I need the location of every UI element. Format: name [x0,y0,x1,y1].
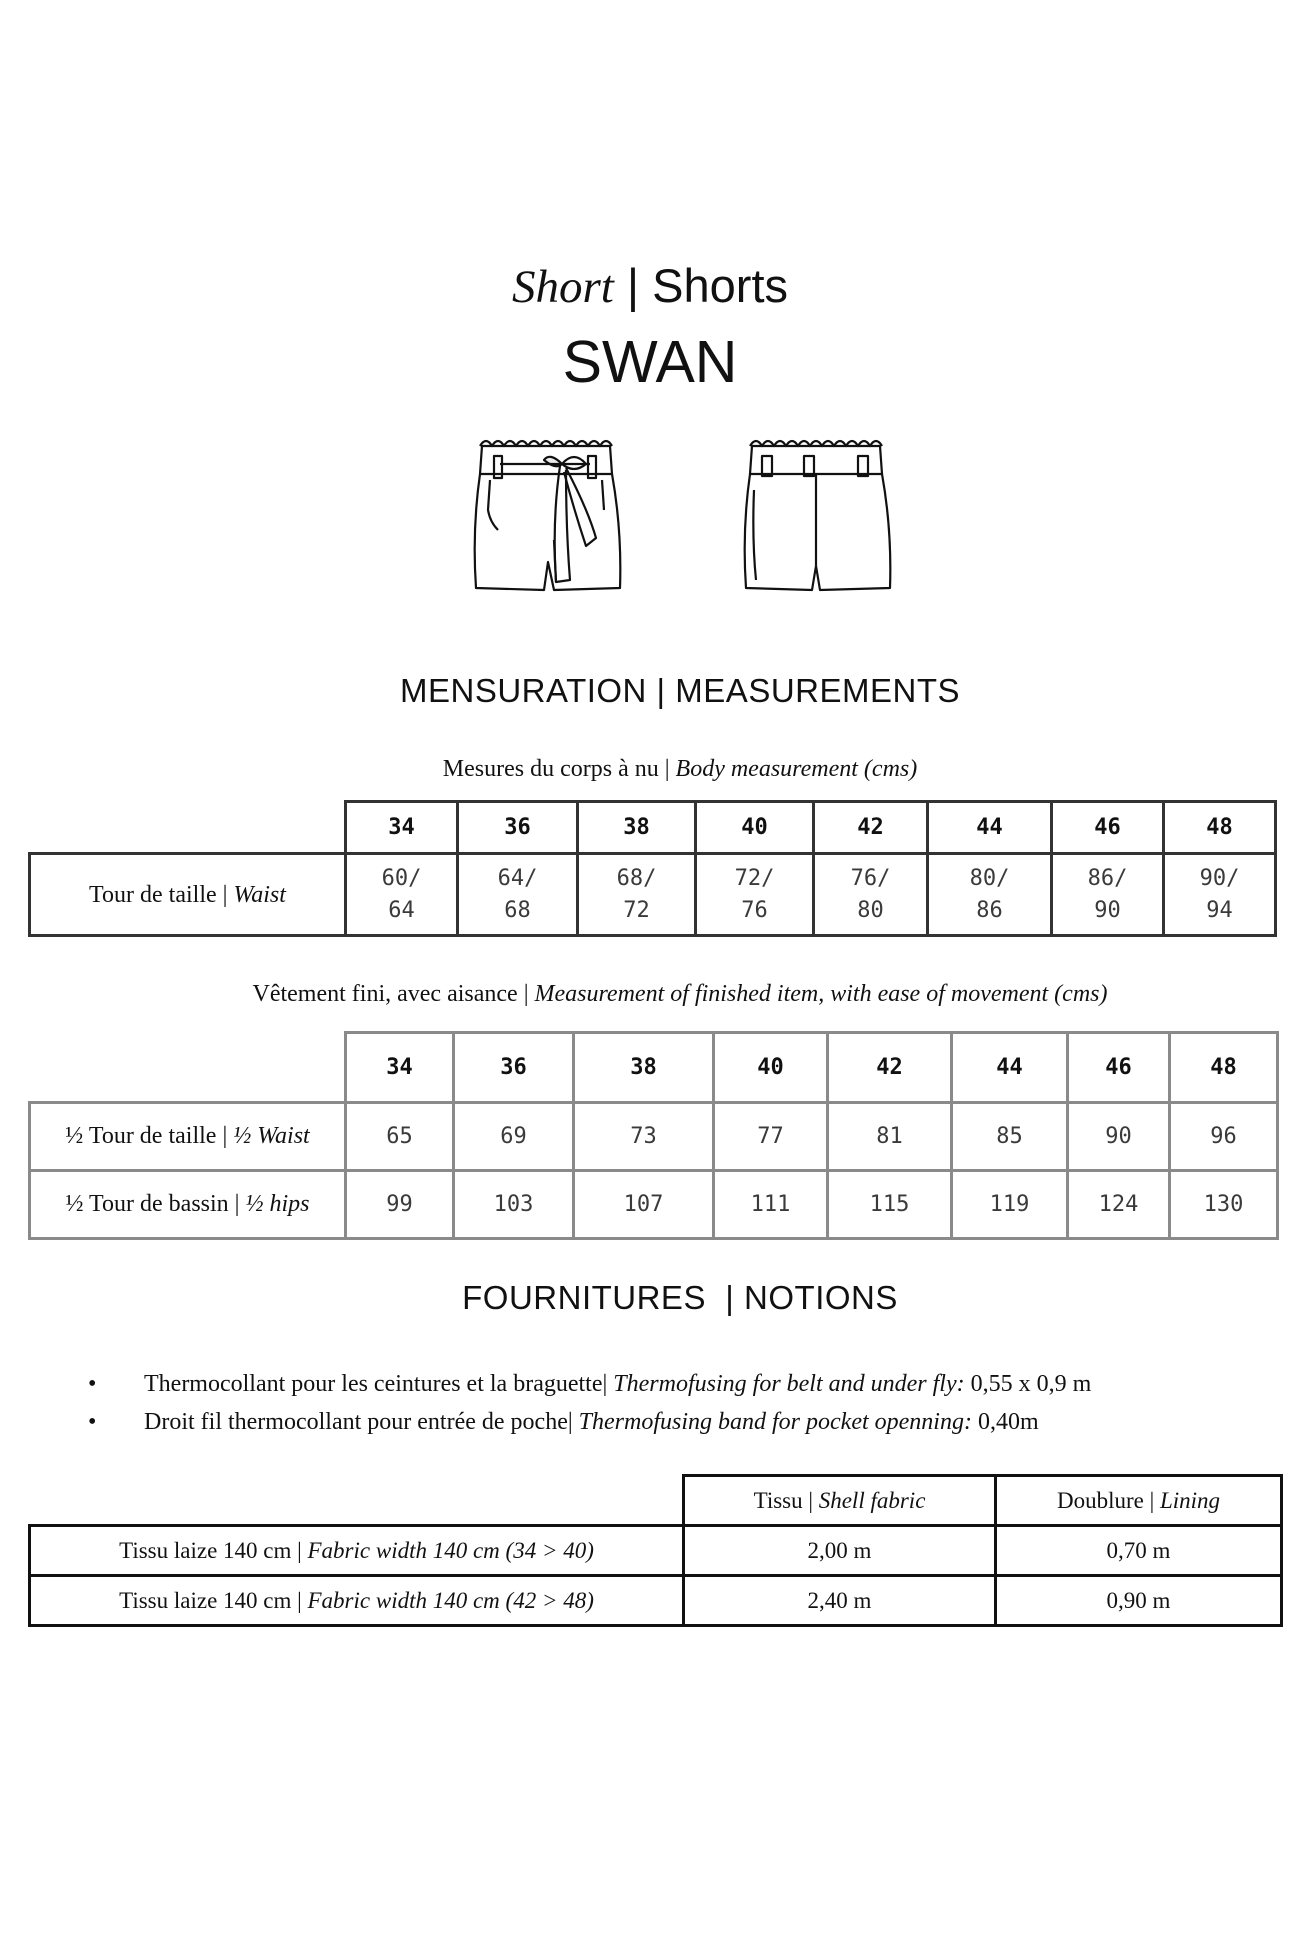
value-line: 90/ [1199,865,1240,891]
table-row [30,854,1276,936]
value-line: 90 [1094,897,1121,923]
size-header-row [30,802,1276,854]
value-cell: 111 [714,1171,828,1239]
notion-quantity: 0,40m [971,1409,1039,1435]
shorts-front-drawing [475,441,621,590]
row-label-fr: Tour de taille | [89,881,234,908]
header-en: Lining [1159,1487,1221,1513]
bullet: • [88,1409,97,1435]
value-cell: 90 [1068,1103,1170,1171]
title-separator: | [613,259,653,312]
value-line: 76/ [850,865,891,891]
header-fr: Tissu | [753,1487,819,1513]
size-cell: 44 [928,802,1052,854]
fabric-requirements-table [28,1474,1283,1627]
title-fr: Short [511,261,614,313]
corner-cell [30,802,346,854]
value-line: 86/ [1087,865,1128,891]
value-cell [814,854,928,936]
finished-measurement-table [28,1031,1279,1240]
size-cell: 40 [714,1033,828,1103]
row-label-en: Fabric width 140 cm (42 > 48) [307,1587,594,1613]
value-line: 68/ [616,865,657,891]
lining-value: 0,90 m [996,1576,1282,1626]
table-row [30,1103,1278,1171]
value-line: 72 [623,897,650,923]
notions-heading [0,1279,1300,1317]
value-line: 94 [1206,897,1233,923]
caption-fr: Mesures du corps à nu | [442,756,676,782]
shorts-technical-drawings [470,430,910,598]
value-cell: 99 [346,1171,454,1239]
row-label-en: Waist [233,881,286,908]
row-label [30,1576,684,1626]
size-cell: 46 [1068,1033,1170,1103]
corner-cell [30,1476,684,1526]
value-cell [1052,854,1164,936]
table-row [30,1576,1282,1626]
value-cell [458,854,578,936]
value-line: 80 [857,897,884,923]
row-label [30,1526,684,1576]
size-cell: 46 [1052,802,1164,854]
notion-quantity: 0,55 x 0,9 m [964,1371,1092,1397]
model-name: SWAN [562,329,738,395]
row-label [30,1171,346,1239]
row-label [30,1103,346,1171]
value-cell: 124 [1068,1171,1170,1239]
fabric-header-row [30,1476,1282,1526]
value-cell: 96 [1170,1103,1278,1171]
title-en: Shorts [652,259,789,312]
row-label-fr: ½ Tour de bassin | [65,1191,246,1217]
row-label-en: Fabric width 140 cm (34 > 40) [307,1537,594,1563]
value-cell: 85 [952,1103,1068,1171]
size-cell: 48 [1164,802,1276,854]
notion-en: Thermofusing band for pocket openning: [578,1409,972,1435]
lining-value: 0,70 m [996,1526,1282,1576]
value-cell [1164,854,1276,936]
header-en: Shell fabric [818,1487,926,1513]
value-cell [578,854,696,936]
body-measurement-table [28,800,1277,937]
shell-value: 2,00 m [684,1526,996,1576]
value-line: 60/ [381,865,422,891]
shell-value: 2,40 m [684,1576,996,1626]
notions-heading-text: FOURNITURES | NOTIONS [462,1279,898,1316]
notions-list [88,1365,1091,1441]
value-line: 64 [388,897,415,923]
measurements-heading: MENSURATION | MEASUREMENTS [400,672,960,709]
row-label-fr: Tissu laize 140 cm | [119,1537,308,1563]
size-cell: 34 [346,802,458,854]
row-label-fr: Tissu laize 140 cm | [119,1587,308,1613]
value-line: 72/ [734,865,775,891]
size-cell: 40 [696,802,814,854]
header-fr: Doublure | [1056,1487,1160,1513]
size-cell: 36 [458,802,578,854]
value-line: 86 [976,897,1003,923]
corner-cell [30,1033,346,1103]
value-line: 68 [504,897,531,923]
value-cell: 81 [828,1103,952,1171]
caption-en: Measurement of finished item, with ease of movement (cms) [534,981,1108,1007]
value-cell [696,854,814,936]
value-cell: 130 [1170,1171,1278,1239]
column-header-shell [684,1476,996,1526]
size-cell: 36 [454,1033,574,1103]
caption-fr: Vêtement fini, avec aisance | [252,981,535,1007]
value-cell: 73 [574,1103,714,1171]
value-cell: 69 [454,1103,574,1171]
notion-fr: Droit fil thermocollant pour entrée de poche| [144,1409,579,1435]
list-item [88,1365,1091,1403]
row-label-en: ½ Waist [233,1123,310,1149]
value-line: 80/ [969,865,1010,891]
column-header-lining [996,1476,1282,1526]
garment-type-title [0,258,1300,314]
row-label-en: ½ hips [245,1191,310,1217]
value-line: 76 [741,897,768,923]
row-label-fr: ½ Tour de taille | [65,1123,234,1149]
value-cell: 103 [454,1171,574,1239]
value-cell [928,854,1052,936]
finished-measurement-caption [0,981,1300,1008]
size-cell: 42 [828,1033,952,1103]
size-header-row [30,1033,1278,1103]
value-line: 64/ [497,865,538,891]
size-cell: 34 [346,1033,454,1103]
row-label [30,854,346,936]
bullet: • [88,1371,97,1397]
size-cell: 38 [574,1033,714,1103]
size-cell: 42 [814,802,928,854]
value-cell [346,854,458,936]
value-cell: 65 [346,1103,454,1171]
notion-en: Thermofusing for belt and under fly: [613,1371,965,1397]
notion-fr: Thermocollant pour les ceintures et la braguette| [144,1371,614,1397]
value-cell: 115 [828,1171,952,1239]
size-cell: 44 [952,1033,1068,1103]
value-cell: 107 [574,1171,714,1239]
size-cell: 48 [1170,1033,1278,1103]
table-row [30,1171,1278,1239]
value-cell: 77 [714,1103,828,1171]
table-row [30,1526,1282,1576]
caption-en: Body measurement (cms) [675,756,918,782]
value-cell: 119 [952,1171,1068,1239]
size-cell: 38 [578,802,696,854]
shorts-back-drawing [745,441,891,590]
list-item [88,1403,1091,1441]
body-measurement-caption [0,756,1300,783]
